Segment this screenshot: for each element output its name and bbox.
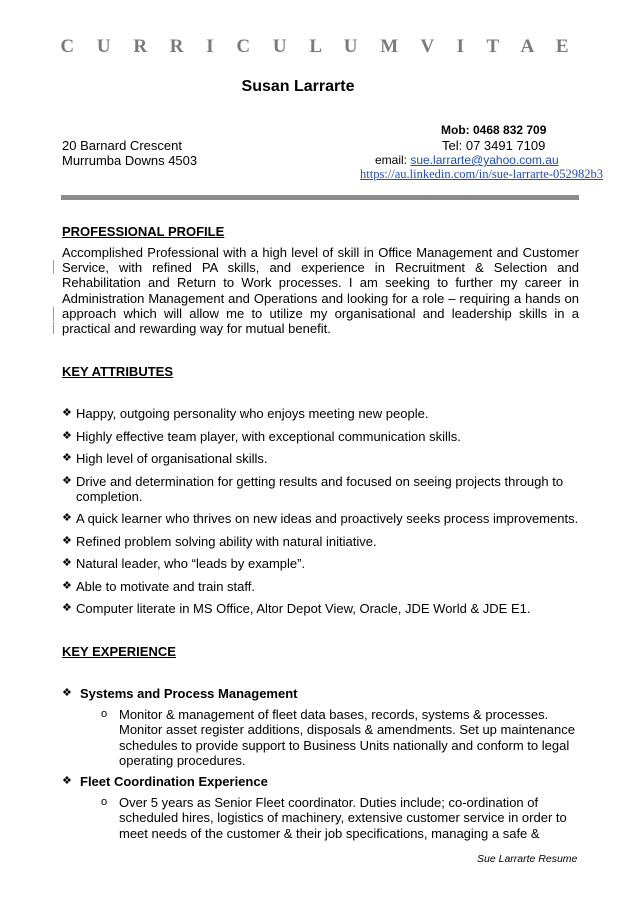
diamond-bullet-icon: ❖	[62, 534, 72, 547]
profile-text: Accomplished Professional with a high level of skill in Office Management and Customer Service, with refined PA skills, and experience in Recruitment & Selection and Rehabilitation and Return to Work processes. I am seeking to further my career in Administration Management and Operations and looking for a role – requiring a hands on approach which will allow me to utilize my organisational and leadership skills in a practical and rewarding way for mutual benefit.	[62, 245, 579, 337]
attributes-heading: KEY ATTRIBUTES	[62, 364, 173, 379]
diamond-bullet-icon: ❖	[62, 775, 72, 788]
experience-list	[62, 686, 579, 847]
diamond-bullet-icon: ❖	[62, 429, 72, 442]
email-line	[375, 153, 559, 167]
list-item: ❖ Drive and determination for getting results and focused on seeing projects through to completion.	[62, 473, 564, 504]
email-link[interactable]: sue.larrarte@yahoo.com.au	[410, 153, 559, 167]
diamond-bullet-icon: ❖	[62, 579, 72, 592]
attributes-list	[62, 406, 579, 624]
list-item: ❖ Highly effective team player, with exceptional communication skills.	[62, 428, 461, 444]
experience-heading: KEY EXPERIENCE	[62, 644, 176, 659]
list-item: ❖ A quick learner who thrives on new ideas and proactively seeks process improvements.	[62, 511, 579, 527]
list-item: ❖ Refined problem solving ability with natural initiative.	[62, 533, 377, 549]
diamond-bullet-icon: ❖	[62, 407, 72, 419]
diamond-bullet-icon: ❖	[62, 557, 72, 570]
experience-section-title: Fleet Coordination Experience	[80, 774, 268, 790]
cv-title: C U R R I C U L U M V I T A E	[60, 36, 578, 57]
list-item: ❖ Happy, outgoing personality who enjoys meeting new people.	[62, 406, 429, 421]
list-item: ❖ Computer literate in MS Office, Altor Depot View, Oracle, JDE World & JDE E1.	[62, 601, 531, 617]
diamond-bullet-icon: ❖	[62, 474, 72, 487]
list-item: ❖ Natural leader, who “leads by example”.	[62, 556, 306, 572]
address-line-2: Murrumba Downs 4503	[62, 153, 198, 168]
revision-mark	[53, 307, 54, 321]
address-line-1: 20 Barnard Crescent	[62, 138, 182, 153]
candidate-name: Susan Larrarte	[241, 78, 355, 95]
mobile-number: Mob: 0468 832 709	[441, 123, 547, 137]
circle-bullet-icon: o	[101, 796, 108, 809]
list-item: ❖ Able to motivate and train staff.	[62, 578, 255, 594]
email-label: email:	[375, 153, 408, 167]
diamond-bullet-icon: ❖	[62, 452, 72, 464]
linkedin-link[interactable]: https://au.linkedin.com/in/sue-larrarte-052982b3	[360, 167, 603, 181]
revision-mark	[53, 260, 54, 274]
experience-point: o Over 5 years as Senior Fleet coordinator. Duties include; co-ordination of scheduled hires, logistics of machinery, extensive customer service in order to meet needs of the customer & their job specifications, managing a safe &	[101, 795, 567, 841]
diamond-bullet-icon: ❖	[62, 602, 72, 615]
header-divider	[61, 195, 579, 200]
experience-section	[62, 686, 579, 701]
list-item: ❖ High level of organisational skills.	[62, 451, 268, 466]
page-footer: Sue Larrarte Resume	[477, 853, 578, 865]
experience-section-title: Systems and Process Management	[80, 686, 298, 701]
diamond-bullet-icon: ❖	[62, 687, 72, 699]
experience-section	[62, 774, 579, 789]
revision-mark	[53, 322, 54, 334]
experience-point: o Monitor & management of fleet data bases, records, systems & processes. Monitor asset register additions, disposals & amendments. Set up maintenance schedules to provide support to Business Units nationally and conform to legal operating procedures.	[101, 707, 575, 768]
circle-bullet-icon: o	[101, 708, 108, 721]
telephone-number: Tel: 07 3491 7109	[442, 138, 546, 153]
diamond-bullet-icon: ❖	[62, 512, 72, 525]
profile-heading: PROFESSIONAL PROFILE	[62, 224, 225, 239]
